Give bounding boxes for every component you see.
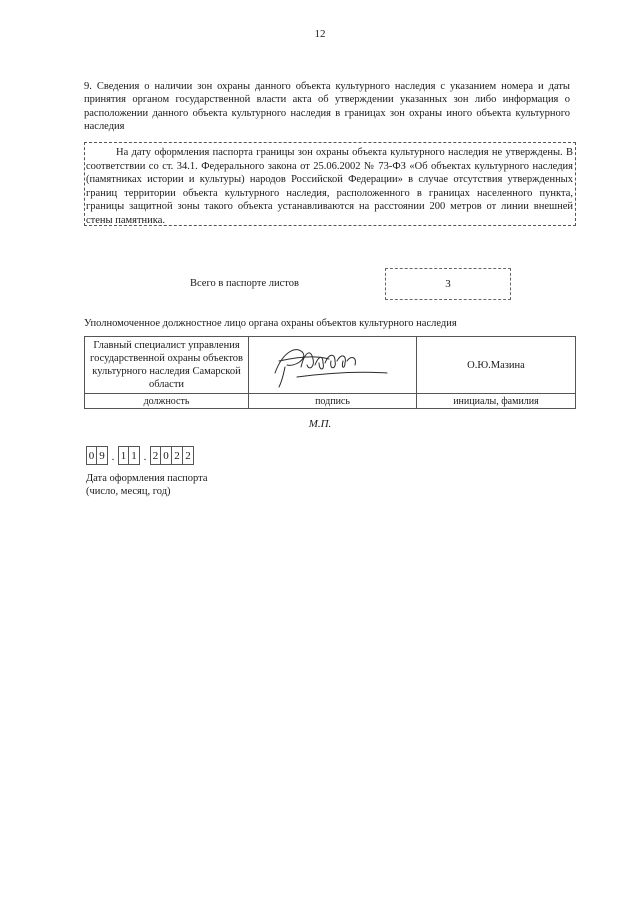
signature-row: [85, 337, 576, 394]
date-digit: 0: [86, 446, 97, 465]
sheets-count: 3: [445, 278, 451, 290]
issue-date: [86, 446, 194, 465]
page-number: 12: [314, 28, 326, 40]
date-caption-line-2: (число, месяц, год): [86, 486, 171, 497]
stamp-placeholder: М.П.: [308, 418, 332, 430]
date-separator: .: [143, 451, 147, 463]
date-separator: .: [111, 451, 115, 463]
section-9-content: На дату оформления паспорта границы зон охраны объекта культурного наследия не утверждены. В соответствии со ст. 34.1. Федерального закона от 25.06.2002 № 73-ФЗ «Об объектах культурного наследия (памятниках истории и культуры) народов Российской Федерации» в случае отсутствия утвержденных границ территории объекта культурного наследия, расположенного в границах населенного пункта, границы защитной зоны такого объекта устанавливаются на расстоянии 200 метров от линии внешней стены памятника.: [86, 147, 573, 226]
date-digit: 2: [172, 446, 183, 465]
date-caption-line-1: Дата оформления паспорта: [86, 473, 208, 484]
date-digit: 1: [129, 446, 140, 465]
caption-name: инициалы, фамилия: [416, 394, 575, 409]
signature-table: [84, 336, 576, 409]
date-digit: 1: [118, 446, 129, 465]
handwritten-signature: [257, 337, 407, 389]
signature-caption-row: [85, 394, 576, 409]
sheets-label: Всего в паспорте листов: [190, 278, 299, 289]
caption-position: должность: [85, 394, 249, 409]
official-label: Уполномоченное должностное лицо органа охраны объектов культурного наследия: [84, 318, 457, 329]
signature-cell: [249, 337, 417, 394]
official-position: Главный специалист управления государственной охраны объектов культурного наследия Самарской области: [85, 337, 249, 394]
date-digit: 2: [183, 446, 194, 465]
date-caption: [86, 472, 207, 498]
sheets-count-box: [385, 268, 511, 300]
caption-signature: подпись: [249, 394, 417, 409]
date-digit: 9: [97, 446, 108, 465]
date-digit: 0: [161, 446, 172, 465]
section-9-heading: 9. Сведения о наличии зон охраны данного объекта культурного наследия с указанием номера и даты принятия органом государственной власти акта об утверждении указанных зон либо информация о расположении данного объекта культурного наследия в границах зон охраны иного объекта культурного наследия: [84, 81, 570, 133]
official-name: О.Ю.Мазина: [416, 337, 575, 394]
date-digit: 2: [150, 446, 161, 465]
